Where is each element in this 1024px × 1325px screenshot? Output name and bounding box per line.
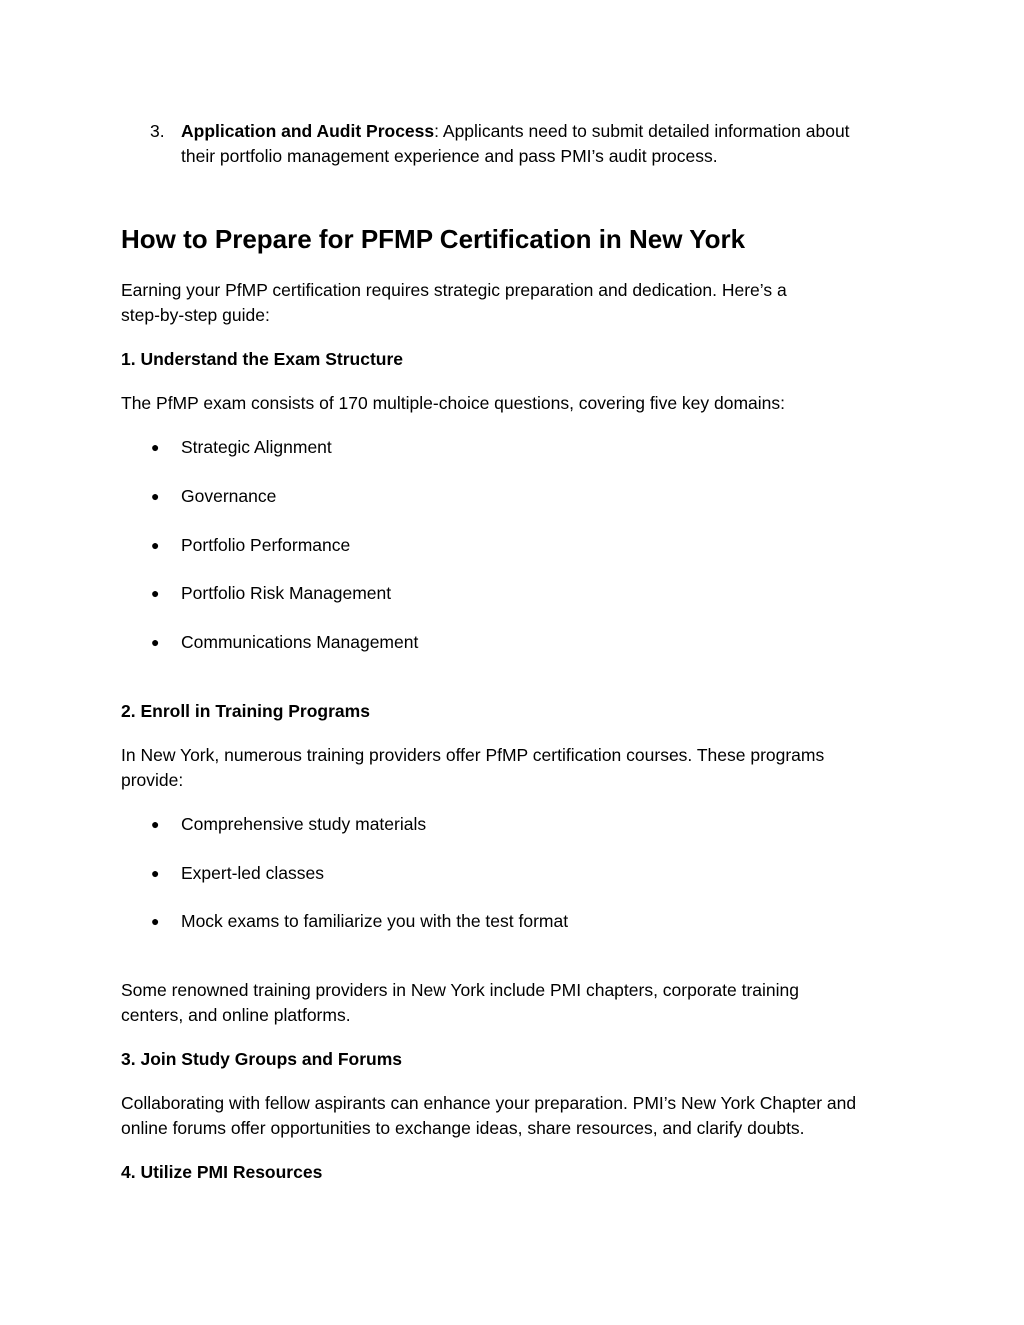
intro-paragraph-line2: step-by-step guide: [121, 304, 270, 325]
section2-closing-line2: centers, and online platforms. [121, 1004, 351, 1025]
bullet-icon: ● [151, 865, 160, 881]
bullet-item [121, 435, 911, 459]
intro-paragraph [121, 278, 911, 327]
list-item-text [181, 119, 901, 168]
bullet-item [121, 533, 911, 557]
bullet-item [121, 812, 911, 836]
bullet-text: Comprehensive study materials [181, 814, 427, 834]
bullet-icon: ● [151, 439, 160, 455]
bullet-icon: ● [151, 537, 160, 553]
bullet-icon: ● [151, 488, 160, 504]
section2-paragraph-line1: In New York, numerous training providers offer PfMP certification courses. These programs [121, 745, 825, 765]
section-heading-exam-structure: 1. Understand the Exam Structure [121, 349, 404, 369]
section-heading-training-programs: 2. Enroll in Training Programs [121, 701, 370, 721]
section-heading-pmi-resources: 4. Utilize PMI Resources [121, 1162, 323, 1182]
bullet-item [121, 581, 911, 605]
section2-closing-line1: Some renowned training providers in New York include PMI chapters, corporate training [121, 980, 799, 1000]
list-item-bold-label: Application and Audit Process [181, 121, 435, 141]
intro-paragraph-line1: Earning your PfMP certification requires strategic preparation and dedication. Here’s a [121, 280, 787, 300]
list-item-text-line2: their portfolio management experience and pass PMI’s audit process. [181, 145, 718, 166]
bullet-icon: ● [151, 816, 160, 832]
bullet-text: Strategic Alignment [181, 437, 332, 457]
section1-paragraph: The PfMP exam consists of 170 multiple-choice questions, covering five key domains: [121, 393, 786, 413]
section3-paragraph-line1: Collaborating with fellow aspirants can enhance your preparation. PMI’s New York Chapter and [121, 1093, 857, 1113]
bullet-item [121, 909, 911, 933]
bullet-icon: ● [151, 634, 160, 650]
bullet-text: Communications Management [181, 632, 419, 652]
section3-paragraph [121, 1091, 911, 1140]
bullet-text: Portfolio Performance [181, 535, 351, 555]
page-title: How to Prepare for PFMP Certification in New York [121, 224, 746, 254]
section2-closing-paragraph [121, 978, 911, 1027]
bullet-item [121, 484, 911, 508]
section3-paragraph-line2: online forums offer opportunities to exchange ideas, share resources, and clarify doubts. [121, 1117, 805, 1138]
section-heading-study-groups: 3. Join Study Groups and Forums [121, 1049, 402, 1069]
bullet-icon: ● [151, 913, 160, 929]
section2-paragraph-line2: provide: [121, 769, 184, 790]
list-item-text-line1: : Applicants need to submit detailed information about [434, 121, 850, 141]
bullet-text: Portfolio Risk Management [181, 583, 392, 603]
bullet-item [121, 861, 911, 885]
numbered-list-item [121, 119, 911, 169]
section2-paragraph [121, 743, 911, 792]
list-number: 3. [150, 121, 165, 141]
bullet-text: Mock exams to familiarize you with the test format [181, 911, 569, 931]
bullet-icon: ● [151, 585, 160, 601]
bullet-text: Governance [181, 486, 277, 506]
bullet-item [121, 630, 911, 654]
bullet-text: Expert-led classes [181, 863, 324, 883]
